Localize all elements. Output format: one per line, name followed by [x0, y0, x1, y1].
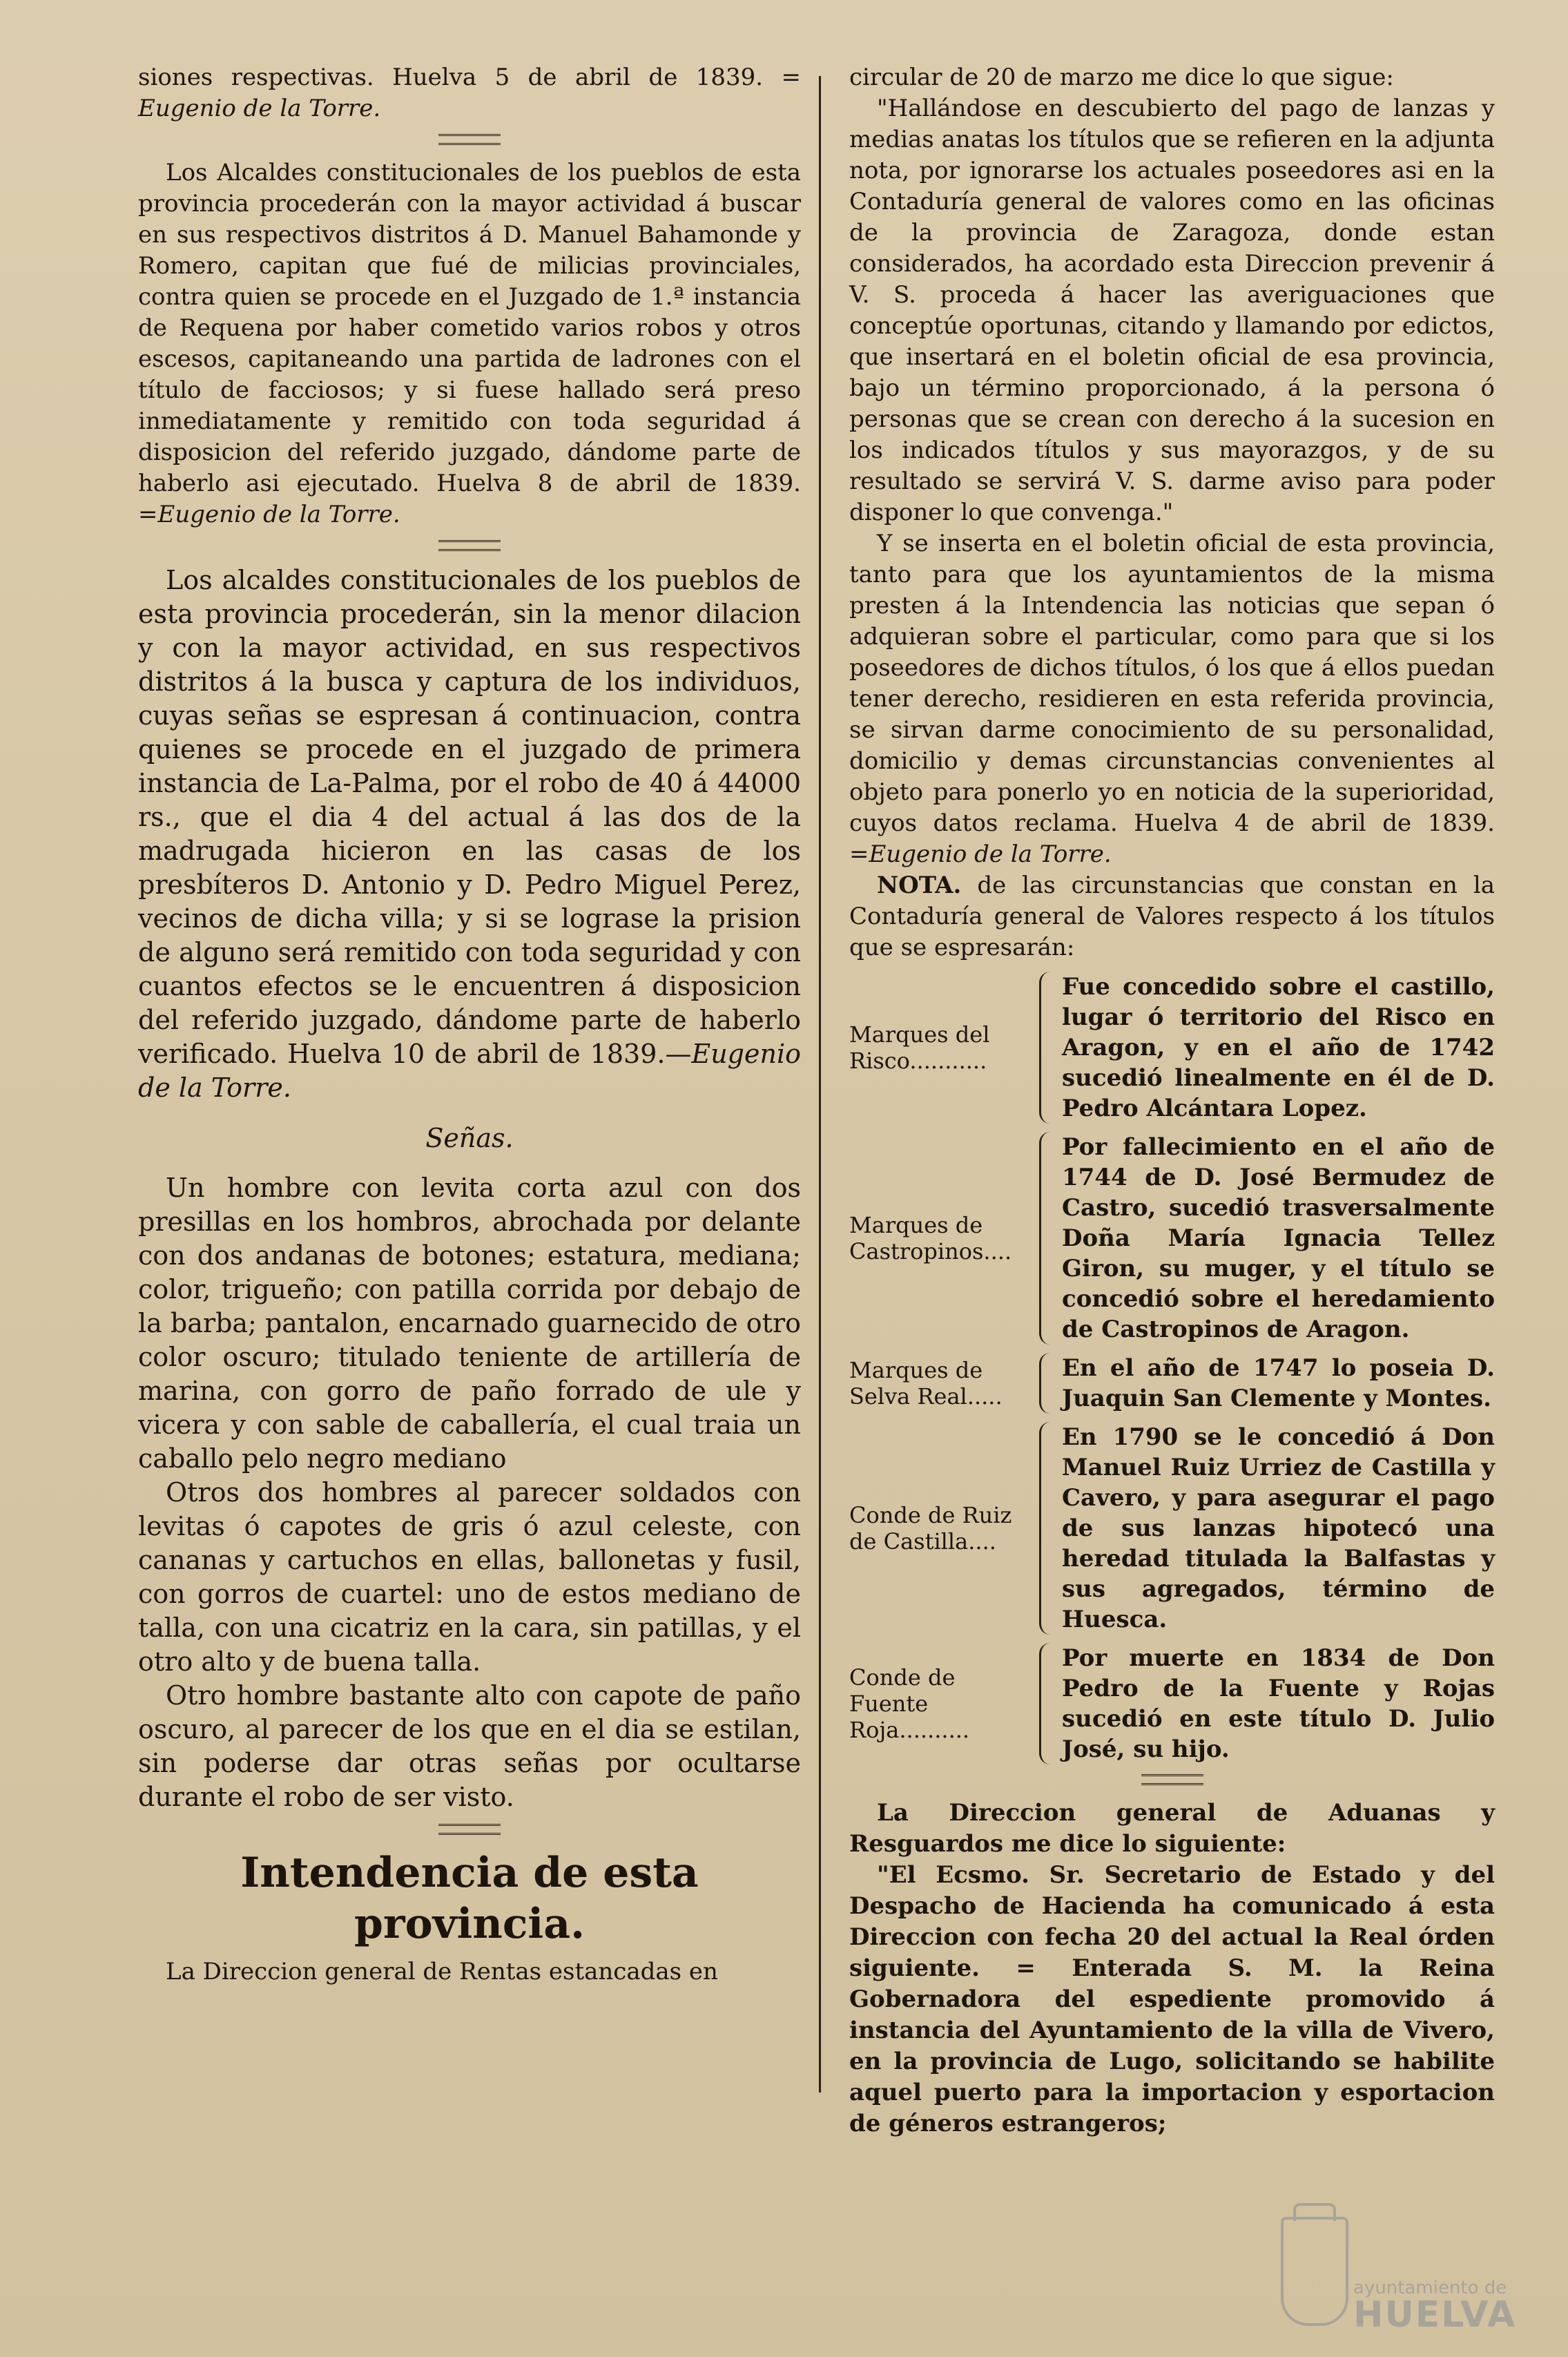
title-name: Marques de Castropinos....: [849, 1212, 1012, 1264]
title-description: En 1790 se le concedió á Don Manuel Ruiz Urriez de Castilla y Cavero, y para asegurar el pago de sus lanzas hipotecó una heredad titulada la Balfastas y sus agregados, término de Huesca.: [1062, 1423, 1495, 1633]
aduanas-intro: La Direccion general de Aduanas y Resguardos me dice lo siguiente:: [849, 1799, 1495, 1858]
senas-heading: Señas.: [425, 1123, 514, 1153]
section-heading-intendencia: Intendencia de esta provincia.: [240, 1849, 699, 1948]
ayuntamiento-huelva-watermark: [1281, 2217, 1536, 2338]
description-suspect-4: Otro hombre bastante alto con capote de paño oscuro, al parecer de los que en el dia se estilan, sin poderse dar otras señas por ocultarse durante el robo de ser visto.: [138, 1680, 801, 1812]
brace: [1039, 1132, 1056, 1345]
brace: [1039, 1422, 1056, 1635]
watermark-line2: HUELVA: [1353, 2294, 1517, 2336]
title-row: [849, 1353, 1495, 1414]
title-name: Conde de Fuente Roja..........: [849, 1664, 970, 1743]
title-row: [849, 1132, 1495, 1345]
title-name: Conde de Ruiz de Castilla....: [849, 1502, 1012, 1555]
shield-icon: [1281, 2217, 1348, 2326]
titles-table: [849, 972, 1495, 1764]
brace: [1039, 1643, 1056, 1764]
title-description: Por fallecimiento en el año de 1744 de D. José Bermudez de Castro, sucedió trasversalmente Doña María Ignacia Tellez Giron, su muger, y el título se concedió sobre el heredamiento de Castropinos de Aragon.: [1062, 1133, 1495, 1343]
title-name: Marques del Risco...........: [849, 1021, 990, 1074]
separator: [1141, 1774, 1203, 1785]
description-suspect-1: Un hombre con levita corta azul con dos presillas en los hombros, abrochada por delante con dos andanas de botones; estatura, mediana; color, trigueño; con patilla corrida por debajo de la barba; pantalon, encarnado guarnecido de otro color oscuro; titulado teniente de artillería de marina, con gorro de paño forrado de ule y vicera y con sable de caballería, el cual traia un caballo pelo negro mediano: [138, 1173, 801, 1474]
left-column: [138, 62, 801, 1988]
notice-la-palma-robbery: Los alcaldes constitucionales de los pueblos de esta provincia procederán, sin la menor dilacion y con la mayor actividad, en sus respectivos distritos á la busca y captura de los individuos, cuyas señas se espresan á continuacion, contra quienes se procede en el juzgado de primera instancia de La-Palma, por el robo de 40 á 44000 rs., que el dia 4 del actual á las dos de la madrugada hicieron en las casas de los presbíteros D. Antonio y D. Pedro Miguel Perez, vecinos de dicha villa; y si se lograse la prision de alguno será remitido con toda seguridad y con cuantos efectos se le encuentren á disposicion del referido juzgado, dándome parte de haberlo verificado. Huelva 10 de abril de 1839.—Eugenio de la Torre.: [138, 565, 801, 1103]
title-row: [849, 1643, 1495, 1764]
insertion-notice: Y se inserta en el boletin oficial de esta provincia, tanto para que los ayuntamientos de la misma presten á la Intendencia las noticias que sepan ó adquieran sobre el particular, como para que si los poseedores de dichos títulos, ó los que á ellos puedan tener derecho, residieren en esta referida provincia, se sirvan darme conocimiento de su personalidad, domicilio y demas circunstancias convenientes al objeto para ponerlo yo en noticia de la superioridad, cuyos datos reclama. Huelva 4 de abril de 1839. =Eugenio de la Torre.: [849, 530, 1495, 868]
separator: [438, 540, 501, 551]
title-row: [849, 972, 1495, 1124]
description-suspects-2-3: Otros dos hombres al parecer soldados con levitas ó capotes de gris ó azul celeste, con cananas y cartuchos en ellas, ballonetas y fusil, con gorros de cuartel: uno de estos mediano de talla, con una cicatriz en la cara, sin patillas, y el otro alto y de buena talla.: [138, 1477, 801, 1677]
column-divider: [819, 76, 821, 2093]
title-name: Marques de Selva Real.....: [849, 1357, 1003, 1410]
watermark-line1: ayuntamiento de: [1353, 2278, 1507, 2298]
circular-intro: circular de 20 de marzo me dice lo que sigue:: [849, 64, 1394, 91]
circular-quote: "Hallándose en descubierto del pago de lanzas y medias anatas los títulos que se refieren en la adjunta nota, por ignorarse los actuales poseedores asi en la Contaduría general de valores como en las oficinas de la provincia de Zaragoza, donde estan considerados, ha acordado esta Direccion prevenir á V. S. proceda á hacer las averiguaciones que conceptúe oportunas, citando y llamando por edictos, que insertará en el boletin oficial de esa provincia, bajo un término proporcionado, á la persona ó personas que se crean con derecho á la sucesion en los indicados títulos y sus mayorazgos, y de su resultado se servirá V. S. darme aviso para poder disponer lo que convenga.": [849, 95, 1495, 526]
nota-intro: NOTA. de las circunstancias que constan en la Contaduría general de Valores respecto á los títulos que se espresarán:: [849, 872, 1495, 961]
right-column: [849, 62, 1495, 2139]
title-description: En el año de 1747 lo poseia D. Juaquin San Clemente y Montes.: [1062, 1354, 1495, 1412]
title-description: Fue concedido sobre el castillo, lugar ó territorio del Risco en Aragon, y en el año de 1742 sucedió linealmente en él de D. Pedro Alcántara Lopez.: [1062, 973, 1495, 1122]
notice-rentas-start: La Direccion general de Rentas estancadas en: [166, 1958, 718, 1985]
article-ending: siones respectivas. Huelva 5 de abril de 1839. = Eugenio de la Torre.: [138, 64, 801, 122]
notice-bahamonde: Los Alcaldes constitucionales de los pueblos de esta provincia procederán con la mayor actividad á buscar en sus respectivos distritos á D. Manuel Bahamonde y Romero, capitan que fué de milicias provinciales, contra quien se procede en el Juzgado de 1.ª instancia de Requena por haber cometido varios robos y otros escesos, capitaneando una partida de ladrones con el título de facciosos; y si fuese hallado será preso inmediatamente y remitido con toda seguridad á disposicion del referido juzgado, dándome parte de haberlo asi ejecutado. Huelva 8 de abril de 1839. =Eugenio de la Torre.: [138, 159, 801, 528]
separator: [438, 134, 501, 145]
title-row: [849, 1422, 1495, 1635]
separator: [438, 1824, 501, 1835]
brace: [1039, 972, 1056, 1124]
brace: [1039, 1353, 1056, 1414]
title-description: Por muerte en 1834 de Don Pedro de la Fuente y Rojas sucedió en este título D. Julio José, su hijo.: [1062, 1644, 1495, 1763]
aduanas-quote: "El Ecsmo. Sr. Secretario de Estado y del Despacho de Hacienda ha comunicado á esta Direccion con fecha 20 del actual la Real órden siguiente. = Enterada S. M. la Reina Gobernadora del espediente promovido á instancia del Ayuntamiento de la villa de Vivero, en la provincia de Lugo, solicitando se habilite aquel puerto para la importacion y esportacion de géneros estrangeros;: [849, 1861, 1495, 2137]
